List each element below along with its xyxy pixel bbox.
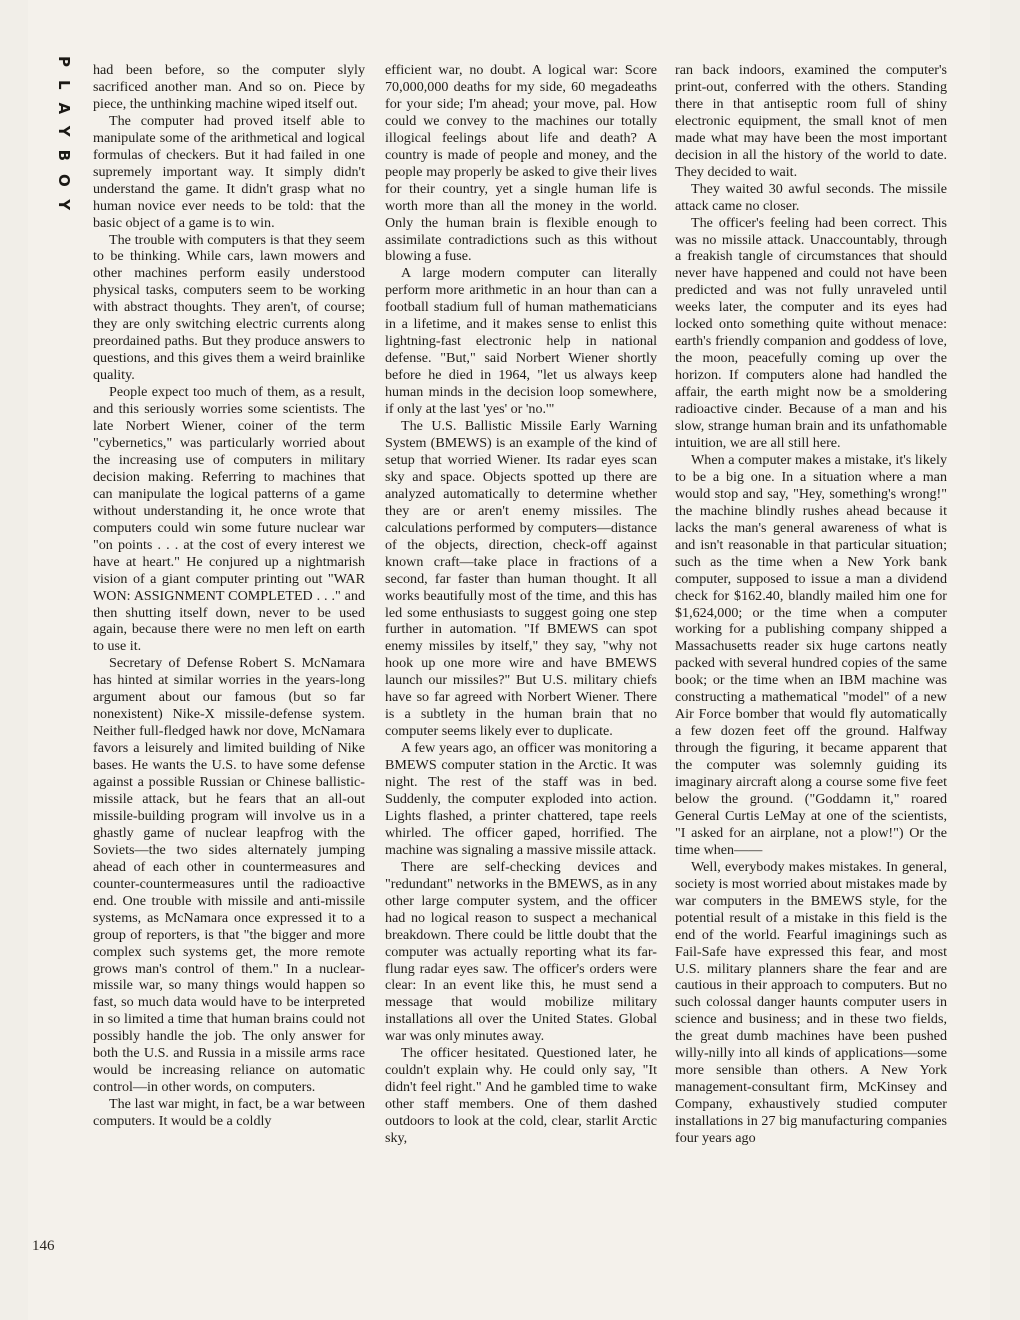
paragraph: The officer's feeling had been correct. This was no missile attack. Unaccountably, through a freakish tangle of circumstances that should never have happened and could not have been predicted and was not fully unraveled until weeks later, the computer and its eyes had locked onto something quite without menace: earth's friendly companion and goddess of love, the moon, peacefully coming up over the horizon. If computers alone had handled the affair, the earth might now be a smoldering radioactive cinder. Because of a man and his slow, strange human brain and its unfathomable intuition, we are all still here. [675,214,947,451]
paragraph: The U.S. Ballistic Missile Early Warning System (BMEWS) is an example of the kind of setup that worried Wiener. Its radar eyes scan sky and space. Objects spotted up there are analyzed automatically to determine whether they are or aren't enemy missiles. The calculations performed by computers—distance of the objects, direction, check-off against known craft—take place in fractions of a second, far faster than human thought. It all works beautifully most of the time, and this has led some enthusiasts to suggest going one step further in automation. "If BMEWS can spot enemy missiles by itself," they say, "why not hook up one more wire and have BMEWS launch our missiles?" But U.S. military chiefs have so far agreed with Norbert Wiener. There is a subtlety in the human brain that no computer seems likely ever to duplicate. [385,418,657,740]
paragraph: A large modern computer can literally perform more arithmetic in an hour than can a football stadium full of human mathematicians in a lifetime, and it makes sense to enlist this lightning-fast electronic help in national defense. "But," said Norbert Wiener shortly before he died in 1964, "let us always keep human minds in the decision loop somewhere, if only at the last 'yes' or 'no.'" [385,265,657,418]
paragraph: They waited 30 awful seconds. The missile attack came no closer. [675,180,947,214]
paragraph: ran back indoors, examined the computer's print-out, conferred with the others. Standing there in that antiseptic room full of shiny electronic equipment, the small knot of men made what may have been the most important decision in all the history of the world to date. They decided to wait. [675,62,947,180]
paragraph: The computer had proved itself able to manipulate some of the arithmetical and logical formulas of checkers. But it had failed in one supremely important way. It simply didn't understand the game. It didn't grasp what no human novice ever needs to be told: that the basic object of a game is to win. [93,112,365,231]
text-column-2 [385,62,657,1147]
paragraph: efficient war, no doubt. A logical war: Score 70,000,000 deaths for my side, 60 megadeaths for your side; I'm ahead; your move, pal. How could we convey to the machines our totally illogical feelings about life and death? A country is made of people and money, and the people may properly be asked to give their lives for their country, yet a single human life is worth more than all the money in the world. Only the human brain is flexible enough to assimilate contradictions such as this without blowing a fuse. [385,62,657,265]
text-column-1 [93,62,365,1130]
text-column-3 [675,62,947,1147]
magazine-masthead [44,48,84,258]
paragraph: People expect too much of them, as a result, and this seriously worries some scientists. The late Norbert Wiener, coiner of the term "cybernetics," was particularly worried about the increasing use of computers in military decision making. Referring to machines that can manipulate the logical patterns of a game without understanding it, he once wrote that computers could win some future nuclear war "on points . . . at the cost of every interest we have at heart." He conjured up a nightmarish vision of a giant computer printing out "WAR WON: ASSIGNMENT COMPLETED . . ." and then shutting itself down, never to be used again, because there were no men left on earth to use it. [93,384,365,655]
paragraph: When a computer makes a mistake, it's likely to be a big one. In a situation where a man would stop and say, "Hey, something's wrong!" the machine blindly rushes ahead because it lacks the man's general awareness of what is and isn't reasonable in that particular situation; such as the time when a New York bank computer, supposed to issue a man a dividend check for $162.40, blandly mailed him one for $1,624,000; or the time when a computer working for a publishing company shipped a Massachusetts reader six huge cartons neatly packed with several hundred copies of the same book; or the time when an IBM machine was constructing a mathematical "model" of a new Air Force bomber that would fly automatically a few dozen feet off the ground. Halfway through the figuring, it became apparent that the computer was solemnly guiding its imaginary aircraft along a course some five feet below the ground. ("Goddamn it," roared General Curtis LeMay at one of the scientists, "I asked for an airplane, not a plow!") Or the time when—— [675,451,947,858]
paragraph: The officer hesitated. Questioned later, he couldn't explain why. He could only say, "It didn't feel right." And he gambled time to wake other staff members. One of them dashed outdoors to look at the cold, clear, starlit Arctic sky, [385,1045,657,1147]
paragraph: There are self-checking devices and "redundant" networks in the BMEWS, as in any other large computer system, and the officer had no logical reason to suspect a mechanical breakdown. There could be little doubt that the computer was actually reporting what its far-flung radar eyes saw. The officer's orders were clear: In an event like this, he must send a message that would mobilize military installations all over the United States. Global war was only minutes away. [385,858,657,1045]
paragraph: Secretary of Defense Robert S. McNamara has hinted at similar worries in the years-long argument about our famous (but so far nonexistent) Nike-X missile-defense system. Neither full-fledged hawk nor dove, McNamara favors a leisurely and limited building of Nike bases. He wants the U.S. to have some defense against a possible Russian or Chinese ballistic-missile attack, but he fears that an all-out missile-building program will involve us in a ghastly game of nuclear leapfrog with the Soviets—the two sides alternately jumping ahead of each other in countermeasures and counter-countermeasures until the radioactive end. One trouble with missile and anti-missile systems, as McNamara once expressed it to a group of reporters, is that "the bigger and more complex such systems get, the more remote grows man's control of them." In a nuclear-missile war, so many things would happen so fast, so much data would have to be interpreted in so limited a time that human brains could not possibly handle the job. The only answer for both the U.S. and Russia in a missile arms race would be increasing reliance on automatic control—in other words, on computers. [93,655,365,1096]
paragraph: The trouble with computers is that they seem to be thinking. While cars, lawn mowers and other machines perform easily understood physical tasks, computers seem to be working with abstract thoughts. They aren't, of course; they are only switching electric currents along preordained paths. But they produce answers to questions, and this gives them a weird brainlike quality. [93,231,365,384]
paragraph: A few years ago, an officer was monitoring a BMEWS computer station in the Arctic. It was night. The rest of the staff was in bed. Suddenly, the computer exploded into action. Lights flashed, a printer chattered, tape reels whirled. The officer gaped, horrified. The machine was signaling a massive missile attack. [385,740,657,858]
paragraph: Well, everybody makes mistakes. In general, society is most worried about mistakes made by war computers in the BMEWS style, for the potential result of a mistake in this field is the end of the world. Fearful imaginings such as Fail-Safe have expressed this fear, and most U.S. military planners share the fear and are cautious in their approach to computers. But no such colossal danger haunts computer users in science and business; and in these two fields, the great dumb machines have been pushed willy-nilly into all kinds of applications—some more sensible than others. A New York management-consultant firm, McKinsey and Company, exhaustively studied computer installations in 27 big manufacturing companies four years ago [675,858,947,1147]
masthead-title: PLAYBOY [55,56,73,224]
paragraph: had been before, so the computer slyly sacrificed another man. And so on. Piece by piece, the unthinking machine wiped itself out. [93,62,365,112]
paragraph: The last war might, in fact, be a war between computers. It would be a coldly [93,1096,365,1130]
page-number: 146 [32,1238,55,1254]
